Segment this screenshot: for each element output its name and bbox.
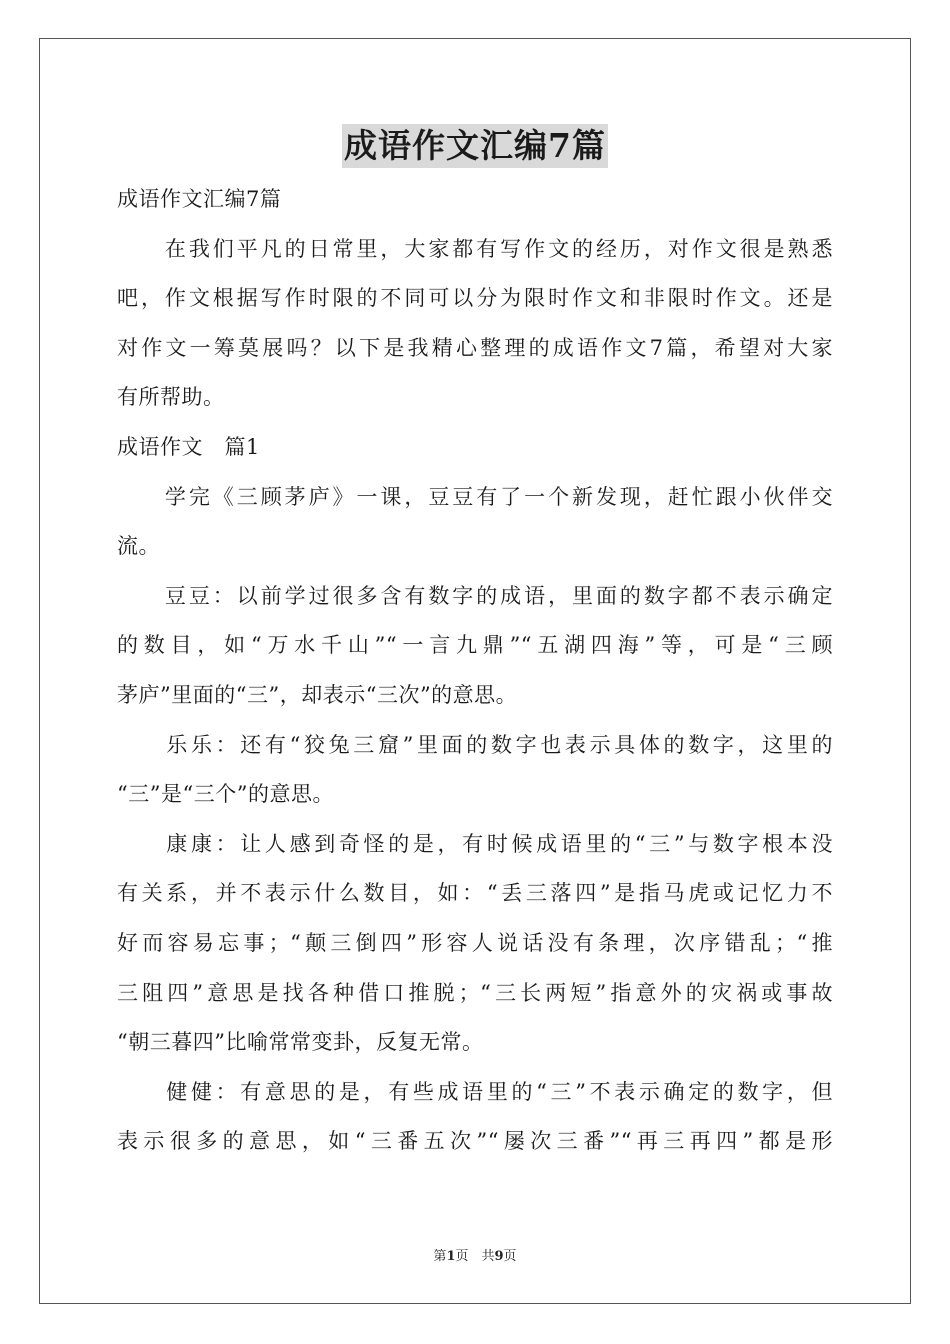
text-line: “三”是“三个”的意思。	[117, 782, 334, 807]
text-line: 吧，作文根据写作时限的不同可以分为限时作文和非限时作文。还是	[117, 286, 833, 311]
text-line: 学完《三顾茅庐》一课，豆豆有了一个新发现，赶忙跟小伙伴交	[117, 484, 833, 509]
footer-page-total: 9	[494, 1249, 504, 1264]
document-title: 成语作文汇编7篇	[342, 124, 608, 168]
text-line: 有关系，并不表示什么数目，如：“丢三落四”是指马虎或记忆力不	[117, 881, 833, 906]
footer-page-current: 1	[446, 1249, 456, 1264]
title-container	[0, 124, 950, 168]
text-line: 成语作文汇编7篇	[117, 187, 282, 211]
text-line: 康康：让人感到奇怪的是，有时候成语里的“三”与数字根本没	[117, 831, 833, 856]
text-line: 三阻四”意思是找各种借口推脱；“三长两短”指意外的灾祸或事故	[117, 980, 833, 1005]
text-line: 在我们平凡的日常里，大家都有写作文的经历，对作文很是熟悉	[117, 236, 833, 261]
text-line: “朝三暮四”比喻常常变卦，反复无常。	[117, 1030, 484, 1055]
text-line: 表示很多的意思，如“三番五次”“屡次三番”“再三再四”都是形	[117, 1129, 833, 1154]
text-line: 好而容易忘事；“颠三倒四”形容人说话没有条理，次序错乱；“推	[117, 930, 833, 955]
text-line: 健健：有意思的是，有些成语里的“三”不表示确定的数字，但	[117, 1079, 833, 1104]
text-line: 的数目，如“万水千山”“一言九鼎”“五湖四海”等，可是“三顾	[117, 633, 833, 658]
text-line: 流。	[117, 534, 160, 559]
text-line: 有所帮助。	[117, 385, 225, 410]
text-line: 乐乐：还有“狡兔三窟”里面的数字也表示具体的数字，这里的	[117, 732, 833, 757]
text-line: 豆豆：以前学过很多含有数字的成语，里面的数字都不表示确定	[117, 583, 833, 608]
page-footer	[0, 1248, 950, 1266]
footer-page-mid: 页 共	[455, 1249, 495, 1264]
footer-page-prefix: 第	[433, 1249, 447, 1264]
text-line: 茅庐”里面的“三”，却表示“三次”的意思。	[117, 682, 518, 707]
footer-page-suffix: 页	[503, 1249, 517, 1264]
text-line: 对作文一筹莫展吗？以下是我精心整理的成语作文7篇，希望对大家	[117, 335, 833, 360]
document-body	[117, 175, 833, 1167]
text-line: 成语作文 篇1	[117, 434, 260, 459]
